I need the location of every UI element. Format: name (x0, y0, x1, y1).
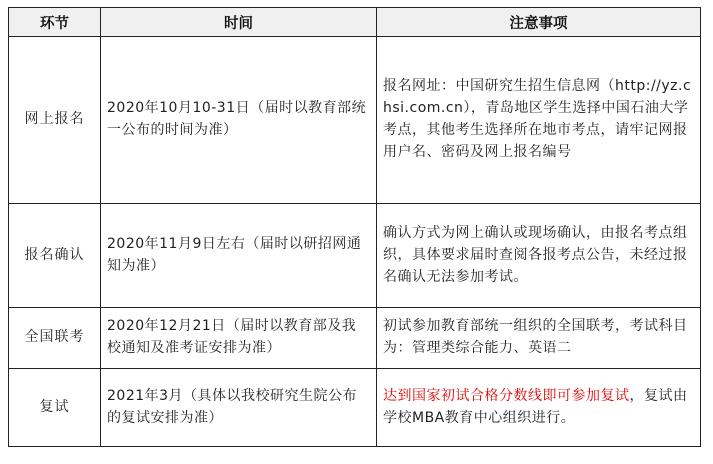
table-row (9, 204, 701, 308)
row-online-registration-stage: 网上报名 (9, 37, 101, 204)
header-time: 时间 (101, 8, 377, 37)
retest-highlight-text: 达到国家初试合格分数线即可参加复试 (383, 387, 630, 404)
row-online-registration-notes: 报名网址：中国研究生招生信息网（http://yz.chsi.com.cn），青岛地区学生选择中国石油大学考点，其他考生选择所在地市考点，请牢记网报用户名、密码及网上报名编号 (377, 37, 701, 204)
admission-schedule-table (8, 7, 701, 447)
table-row (9, 308, 701, 369)
row-retest-stage: 复试 (9, 369, 101, 447)
row-retest-notes (377, 369, 701, 447)
row-registration-confirm-notes: 确认方式为网上确认或现场确认，由报名考点组织，具体要求届时查阅各报考点公告，未经过报名确认无法参加考试。 (377, 204, 701, 308)
row-retest-time: 2021年3月（具体以我校研究生院公布的复试安排为准） (101, 369, 377, 447)
row-national-exam-stage: 全国联考 (9, 308, 101, 369)
header-stage: 环节 (9, 8, 101, 37)
row-national-exam-time: 2020年12月21日（届时以教育部及我校通知及准考证安排为准） (101, 308, 377, 369)
header-notes: 注意事项 (377, 8, 701, 37)
row-online-registration-time: 2020年10月10-31日（届时以教育部统一公布的时间为准） (101, 37, 377, 204)
table-row (9, 369, 701, 447)
row-national-exam-notes: 初试参加教育部统一组织的全国联考，考试科目为：管理类综合能力、英语二 (377, 308, 701, 369)
retest-notes-text: ，复试由学校MBA教育中心组织进行。 (383, 387, 688, 426)
row-registration-confirm-time: 2020年11月9日左右（届时以研招网通知为准） (101, 204, 377, 308)
table-row (9, 37, 701, 204)
table-header-row (9, 8, 701, 37)
row-registration-confirm-stage: 报名确认 (9, 204, 101, 308)
